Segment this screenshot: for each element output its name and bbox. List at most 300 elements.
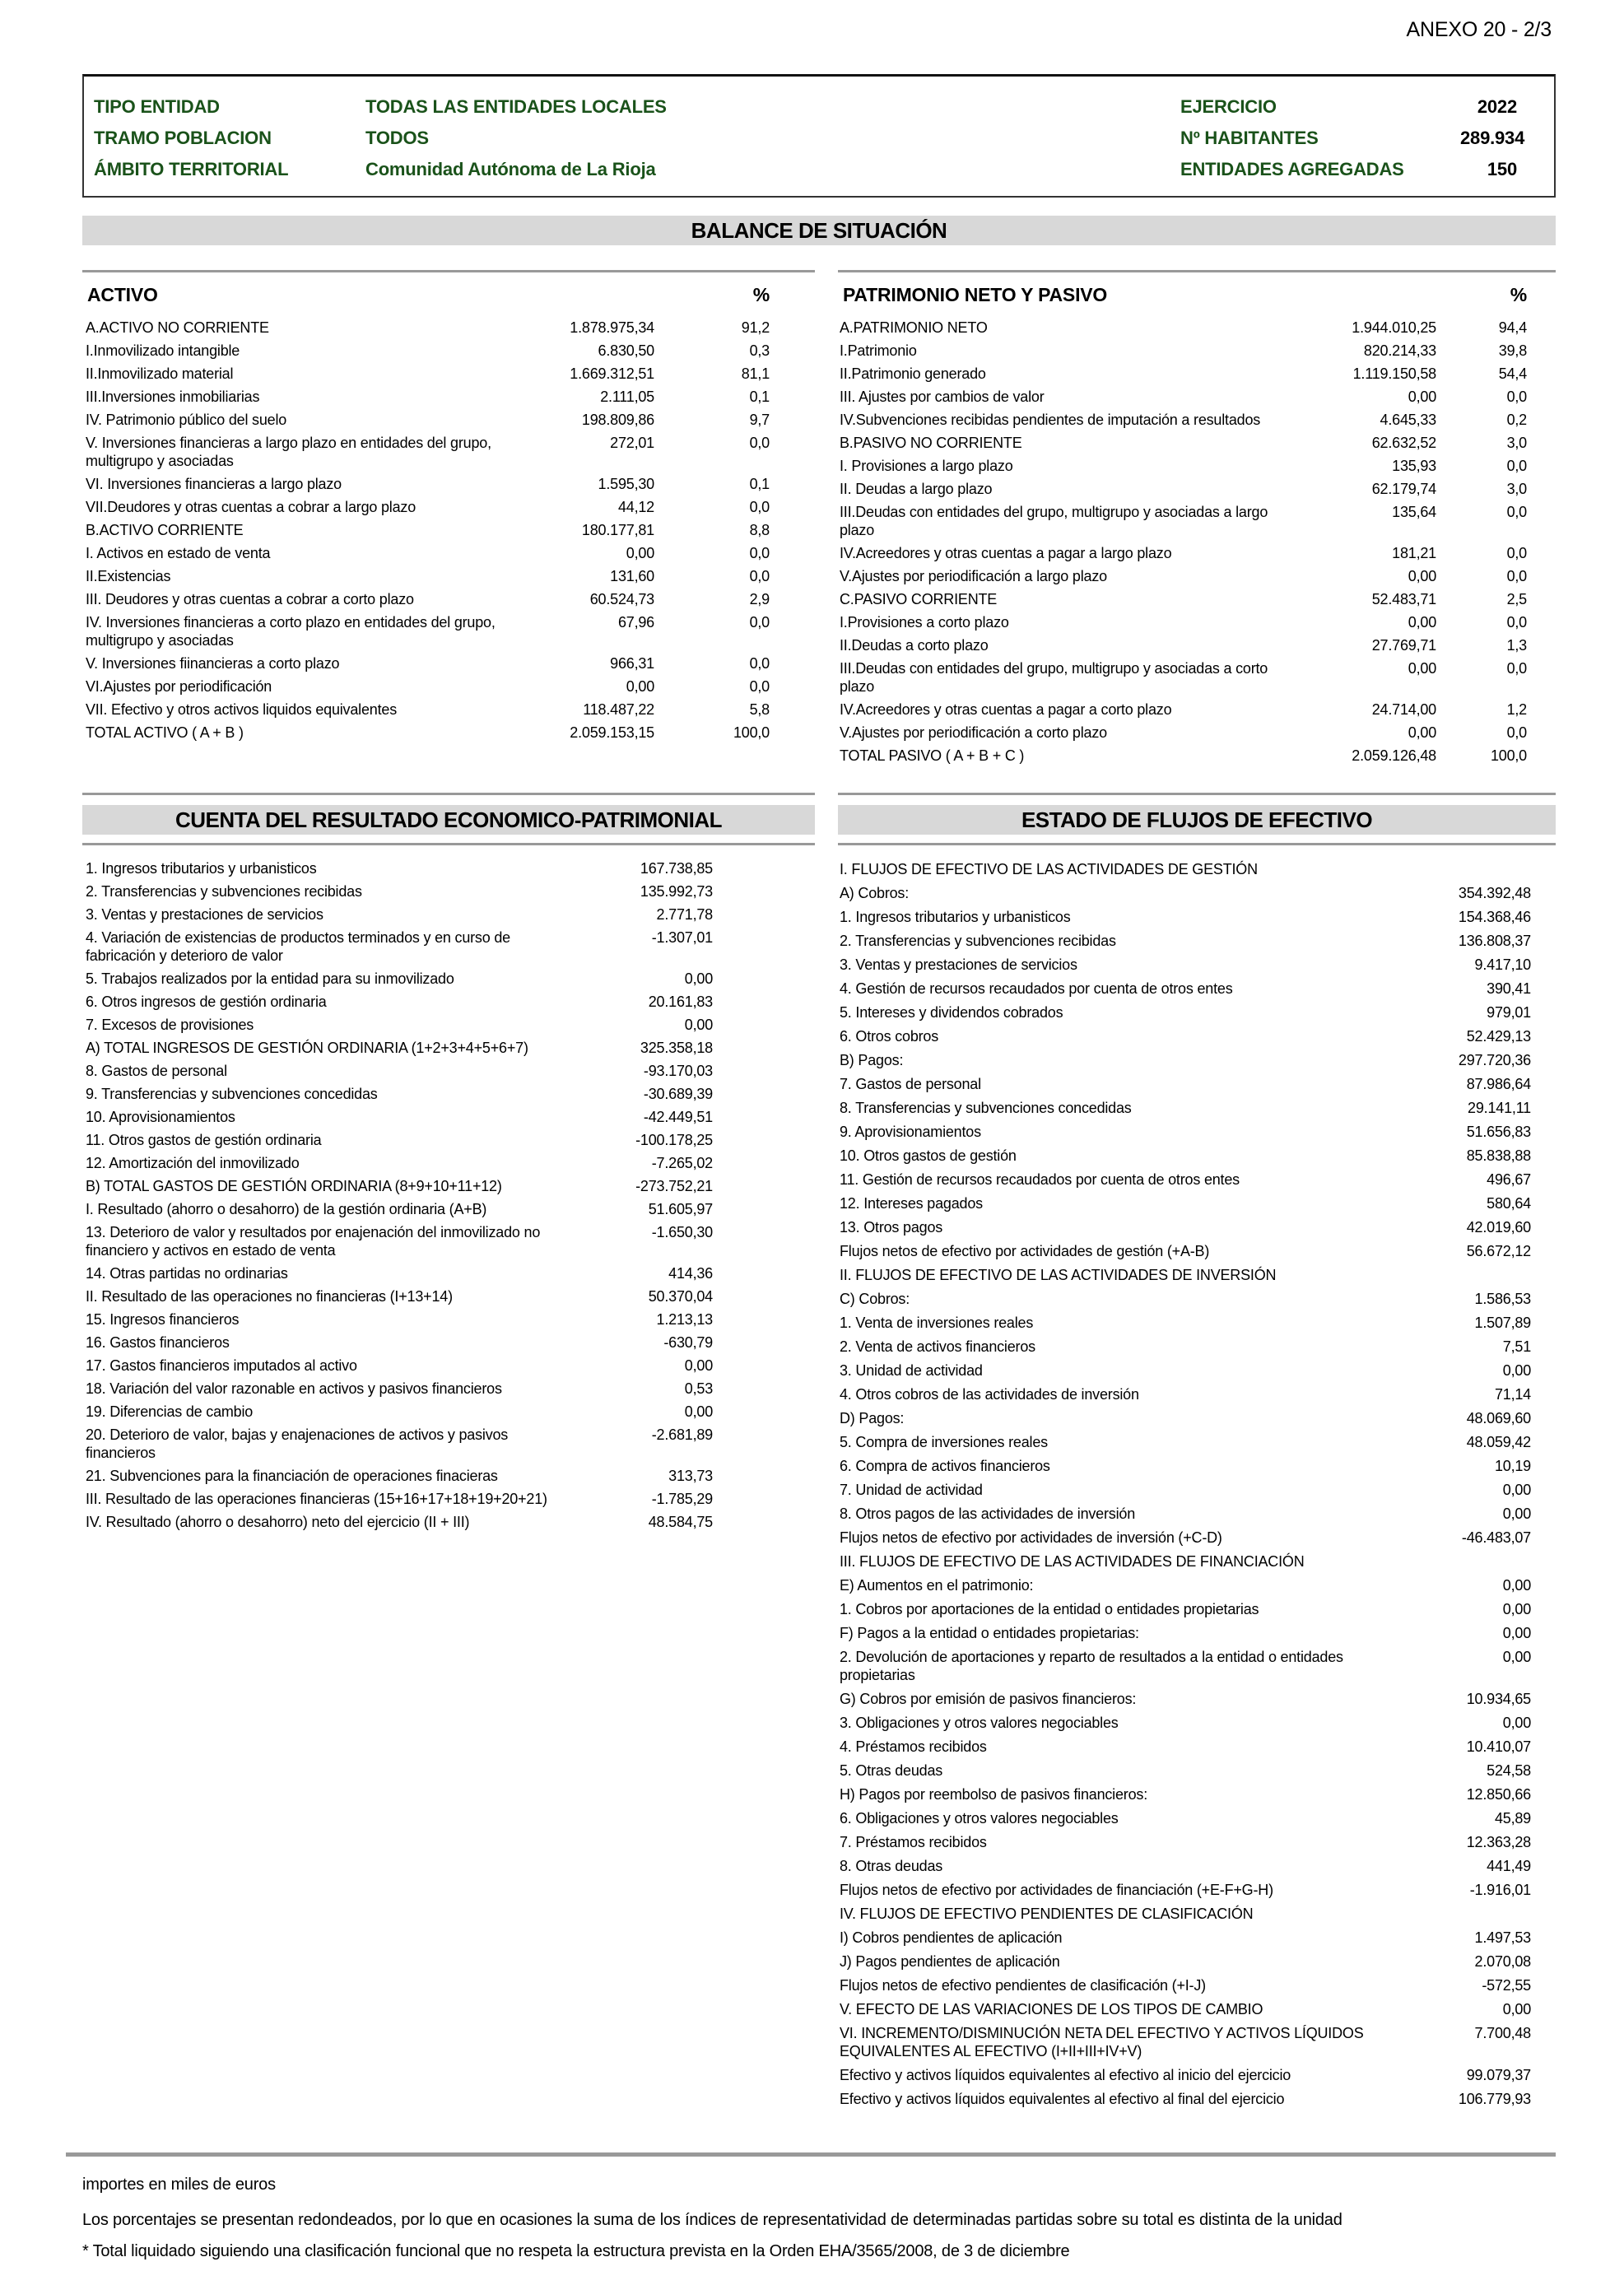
row-label: 2. Transferencias y subvenciones recibidas (86, 883, 362, 900)
row-value: 27.769,71 (1371, 637, 1436, 654)
row-value: -572,55 (1482, 1976, 1531, 1994)
table-row (82, 472, 815, 496)
row-label: 10. Otros gastos de gestión (840, 1147, 1017, 1164)
row-label: IV. Resultado (ahorro o desahorro) neto del ejercicio (II + III) (86, 1514, 470, 1530)
row-percent: 0,0 (1506, 614, 1527, 631)
row-percent: 100,0 (1490, 747, 1527, 764)
table-row (838, 2087, 1556, 2110)
pasivo-header: PATRIMONIO NETO Y PASIVO (843, 284, 1108, 305)
row-label: 2. Venta de activos financieros (840, 1338, 1035, 1355)
row-value: 50.370,04 (648, 1288, 713, 1305)
flujos-section-title: ESTADO DE FLUJOS DE EFECTIVO (838, 805, 1556, 835)
row-value: 45,89 (1494, 1809, 1531, 1827)
row-value: 99.079,37 (1466, 2066, 1531, 2083)
row-value: -630,79 (663, 1334, 713, 1351)
table-row (838, 1710, 1556, 1734)
row-value: -46.483,07 (1461, 1529, 1531, 1546)
row-value: 29.141,11 (1468, 1099, 1531, 1116)
row-label: J) Pagos pendientes de aplicación (840, 1952, 1060, 1970)
row-label: III.Inversiones inmobiliarias (86, 389, 260, 405)
row-value: 0,00 (1502, 1600, 1531, 1617)
footnote: Los porcentajes se presentan redondeados, por lo que en ocasiones la suma de los índices de representatividad de determinadas partidas sobre su total es distinta de la unidad (82, 2211, 1342, 2229)
row-label: 10. Aprovisionamientos (86, 1109, 235, 1125)
table-row (838, 1191, 1556, 1215)
row-value: 0,00 (1408, 614, 1436, 631)
row-label: I. FLUJOS DE EFECTIVO DE LAS ACTIVIDADES DE GESTIÓN (840, 860, 1258, 877)
row-label: I. Activos en estado de venta (86, 545, 271, 561)
table-row (82, 652, 815, 675)
row-value: 979,01 (1487, 1003, 1531, 1021)
table-row (838, 1573, 1556, 1597)
row-value: 325.358,18 (640, 1040, 713, 1056)
table-row (838, 1878, 1556, 1901)
row-value: 0,00 (1408, 660, 1436, 677)
table-row (838, 1597, 1556, 1621)
table-row (838, 1430, 1556, 1454)
row-label: 19. Diferencias de cambio (86, 1403, 254, 1420)
row-value: 44,12 (617, 499, 654, 515)
table-row (838, 1310, 1556, 1334)
row-value: -1.650,30 (651, 1224, 713, 1240)
row-value: 414,36 (668, 1265, 713, 1282)
row-label: B.ACTIVO CORRIENTE (86, 522, 244, 538)
table-row (838, 657, 1556, 698)
lower-columns (82, 793, 1556, 2110)
table-row (82, 519, 815, 542)
row-label: H) Pagos por reembolso de pasivos financieros: (840, 1785, 1147, 1803)
row-value: 820.214,33 (1363, 342, 1436, 359)
row-value: 1.669.312,51 (570, 365, 654, 382)
row-value: -1.307,01 (651, 929, 713, 946)
row-percent: 0,0 (1506, 568, 1527, 584)
row-value: 56.672,12 (1466, 1242, 1531, 1259)
table-row (838, 500, 1556, 542)
balance-section-title: BALANCE DE SITUACIÓN (82, 216, 1556, 245)
info-value: TODOS (365, 128, 429, 148)
row-percent: 81,1 (741, 365, 770, 382)
row-value: 48.069,60 (1466, 1409, 1531, 1426)
row-value: 135,64 (1392, 504, 1436, 520)
table-row (838, 698, 1556, 721)
row-label: 4. Otros cobros de las actividades de inversión (840, 1385, 1139, 1403)
row-label: IV. FLUJOS DE EFECTIVO PENDIENTES DE CLASIFICACIÓN (840, 1905, 1254, 1922)
table-row (838, 1734, 1556, 1758)
table-row (82, 496, 815, 519)
table-row (838, 721, 1556, 744)
row-label: 8. Otros pagos de las actividades de inversión (840, 1505, 1136, 1522)
info-label: EJERCICIO (1180, 96, 1277, 117)
row-value: 7.700,48 (1474, 2024, 1531, 2041)
row-label: VI. INCREMENTO/DISMINUCIÓN NETA DEL EFECTIVO Y ACTIVOS LÍQUIDOS EQUIVALENTES AL EFECTIVO (I+II+III+IV+V) (840, 2024, 1364, 2059)
divider (82, 793, 815, 795)
row-label: B) Pagos: (840, 1051, 904, 1068)
row-percent: 0,0 (749, 655, 770, 672)
table-row (82, 926, 815, 967)
row-value: 10.934,65 (1466, 1690, 1531, 1707)
row-label: V.Ajustes por periodificación a largo plazo (840, 568, 1107, 584)
table-row (838, 1687, 1556, 1710)
row-label: C.PASIVO CORRIENTE (840, 591, 998, 607)
row-value: 20.161,83 (648, 994, 713, 1010)
row-label: VI. Inversiones financieras a largo plazo (86, 476, 342, 492)
row-label: 6. Otros ingresos de gestión ordinaria (86, 994, 327, 1010)
row-value: 0,00 (1502, 2000, 1531, 2017)
table-row (838, 1501, 1556, 1525)
table-row (838, 1621, 1556, 1645)
table-row (838, 1287, 1556, 1310)
table-row (82, 542, 815, 565)
table-row (838, 1997, 1556, 2021)
table-row (838, 1806, 1556, 1830)
table-row (82, 385, 815, 408)
activo-header: ACTIVO (87, 284, 158, 305)
row-label: 9. Transferencias y subvenciones concedidas (86, 1086, 378, 1102)
row-label: TOTAL ACTIVO ( A + B ) (86, 724, 244, 741)
row-value: 0,00 (1502, 1648, 1531, 1665)
row-value: 52.429,13 (1466, 1027, 1531, 1045)
table-row (82, 1129, 815, 1152)
row-value: 0,00 (1408, 568, 1436, 584)
row-percent: 0,2 (1506, 412, 1527, 428)
row-value: 2.771,78 (656, 906, 713, 923)
row-value: 87.986,64 (1466, 1075, 1531, 1092)
table-row (838, 408, 1556, 431)
row-value: 2.059.126,48 (1352, 747, 1436, 764)
row-value: 10,19 (1494, 1457, 1531, 1474)
row-value: 524,58 (1487, 1761, 1531, 1779)
row-value: 6.830,50 (598, 342, 654, 359)
table-row (838, 431, 1556, 454)
table-row (838, 634, 1556, 657)
info-label: TIPO ENTIDAD (94, 96, 220, 117)
table-row (82, 339, 815, 362)
row-percent: 0,0 (749, 568, 770, 584)
table-row (82, 1377, 815, 1400)
row-value: 181,21 (1392, 545, 1436, 561)
row-label: IV. Inversiones financieras a corto plazo en entidades del grupo, multigrupo y asociadas (86, 614, 496, 649)
row-value: 2.111,05 (600, 389, 654, 405)
row-label: III. Ajustes por cambios de valor (840, 389, 1045, 405)
row-label: A.PATRIMONIO NETO (840, 319, 988, 336)
table-row (838, 1143, 1556, 1167)
row-value: 0,00 (684, 1017, 713, 1033)
table-row (838, 1096, 1556, 1119)
table-row (82, 903, 815, 926)
divider (66, 2152, 1556, 2157)
row-label: 13. Otros pagos (840, 1218, 943, 1236)
row-value: 2.059.153,15 (570, 724, 654, 741)
row-value: 1.878.975,34 (570, 319, 654, 336)
activo-column (82, 245, 815, 744)
row-percent: 9,7 (749, 412, 770, 428)
row-label: B.PASIVO NO CORRIENTE (840, 435, 1022, 451)
table-row (82, 362, 815, 385)
row-label: IV.Acreedores y otras cuentas a pagar a largo plazo (840, 545, 1172, 561)
table-row (838, 1215, 1556, 1239)
row-value: 966,31 (610, 655, 654, 672)
table-row (82, 1036, 815, 1059)
row-label: 11. Otros gastos de gestión ordinaria (86, 1132, 322, 1148)
row-label: 12. Intereses pagados (840, 1194, 983, 1212)
row-label: V. Inversiones financieras a largo plazo en entidades del grupo, multigrupo y asociadas (86, 435, 491, 469)
info-value: 150 (1487, 159, 1517, 179)
row-label: 4. Gestión de recursos recaudados por cuenta de otros entes (840, 980, 1233, 997)
cuenta-section-title: CUENTA DEL RESULTADO ECONOMICO-PATRIMONIAL (82, 805, 815, 835)
entity-info-box (82, 74, 1556, 198)
row-label: IV. Patrimonio público del suelo (86, 412, 287, 428)
table-row (82, 1105, 815, 1129)
table-row (82, 880, 815, 903)
row-label: 5. Compra de inversiones reales (840, 1433, 1048, 1450)
table-row (82, 1013, 815, 1036)
table-row (82, 721, 815, 744)
row-percent: 94,4 (1498, 319, 1527, 336)
row-value: -42.449,51 (643, 1109, 713, 1125)
row-value: 313,73 (668, 1468, 713, 1484)
activo-table (82, 316, 815, 744)
row-label: 1. Ingresos tributarios y urbanisticos (86, 860, 317, 877)
row-label: 3. Obligaciones y otros valores negociables (840, 1714, 1119, 1731)
table-row (838, 542, 1556, 565)
row-label: E) Aumentos en el patrimonio: (840, 1576, 1034, 1594)
row-label: 13. Deterioro de valor y resultados por enajenación del inmovilizado no financiero y activos en estado de venta (86, 1224, 541, 1259)
row-percent: 0,0 (749, 614, 770, 631)
info-value: TODAS LAS ENTIDADES LOCALES (365, 96, 667, 117)
table-row (82, 408, 815, 431)
row-value: 51.656,83 (1466, 1123, 1531, 1140)
row-label: D) Pagos: (840, 1409, 905, 1426)
info-value: 2022 (1477, 96, 1517, 117)
table-row (838, 1478, 1556, 1501)
row-value: 24.714,00 (1371, 701, 1436, 718)
row-label: A.ACTIVO NO CORRIENTE (86, 319, 269, 336)
row-value: 0,00 (1502, 1624, 1531, 1641)
row-label: VII.Deudores y otras cuentas a cobrar a largo plazo (86, 499, 416, 515)
percent-header: % (752, 284, 770, 305)
row-label: I. Resultado (ahorro o desahorro) de la gestión ordinaria (A+B) (86, 1201, 487, 1217)
row-value: 62.179,74 (1371, 481, 1436, 497)
row-value: 154.368,46 (1458, 908, 1531, 925)
row-percent: 54,4 (1498, 365, 1527, 382)
row-label: F) Pagos a la entidad o entidades propietarias: (840, 1624, 1139, 1641)
row-label: IV.Acreedores y otras cuentas a pagar a corto plazo (840, 701, 1172, 718)
row-value: 297.720,36 (1458, 1051, 1531, 1068)
table-row (82, 565, 815, 588)
row-value: -30.689,39 (643, 1086, 713, 1102)
row-value: 0,00 (626, 545, 654, 561)
row-percent: 0,0 (749, 545, 770, 561)
row-label: II.Patrimonio generado (840, 365, 986, 382)
row-value: -93.170,03 (643, 1063, 713, 1079)
row-percent: 0,0 (1506, 504, 1527, 520)
row-label: 16. Gastos financieros (86, 1334, 230, 1351)
row-percent: 0,0 (749, 678, 770, 695)
table-row (838, 1525, 1556, 1549)
percent-header: % (1510, 284, 1527, 305)
row-value: 580,64 (1487, 1194, 1531, 1212)
row-percent: 91,2 (741, 319, 770, 336)
divider (838, 843, 1556, 845)
row-value: 48.584,75 (648, 1514, 713, 1530)
table-row (82, 967, 815, 990)
row-value: -2.681,89 (651, 1426, 713, 1443)
row-label: 20. Deterioro de valor, bajas y enajenaciones de activos y pasivos financieros (86, 1426, 509, 1461)
table-row (838, 339, 1556, 362)
row-value: 0,00 (1502, 1505, 1531, 1522)
table-row (82, 1285, 815, 1308)
row-label: 4. Variación de existencias de productos terminados y en curso de fabricación y deterioro de valor (86, 929, 510, 964)
table-row (838, 316, 1556, 339)
table-row (838, 1024, 1556, 1048)
table-row (82, 1487, 815, 1510)
row-label: III. Deudores y otras cuentas a cobrar a corto plazo (86, 591, 414, 607)
row-value: 10.410,07 (1466, 1738, 1531, 1755)
row-label: 7. Unidad de actividad (840, 1481, 983, 1498)
entity-info-row (94, 123, 1525, 154)
table-row (82, 1354, 815, 1377)
row-label: III. FLUJOS DE EFECTIVO DE LAS ACTIVIDADES DE FINANCIACIÓN (840, 1552, 1305, 1570)
row-percent: 5,8 (749, 701, 770, 718)
row-label: 11. Gestión de recursos recaudados por cuenta de otros entes (840, 1170, 1240, 1188)
footnote: * Total liquidado siguiendo una clasificación funcional que no respeta la estructura prevista en la Orden EHA/3565/2008, de 3 de diciembre (82, 2242, 1070, 2260)
row-percent: 1,2 (1506, 701, 1527, 718)
row-label: Efectivo y activos líquidos equivalentes al efectivo al final del ejercicio (840, 2090, 1285, 2107)
row-value: 0,00 (684, 1403, 713, 1420)
row-label: TOTAL PASIVO ( A + B + C ) (840, 747, 1025, 764)
row-value: 135,93 (1392, 458, 1436, 474)
row-label: II.Inmovilizado material (86, 365, 234, 382)
row-percent: 3,0 (1506, 435, 1527, 451)
flujos-column (838, 793, 1556, 2110)
row-label: 2. Devolución de aportaciones y reparto de resultados a la entidad o entidades propietarias (840, 1648, 1343, 1683)
table-row (838, 744, 1556, 767)
entity-info-row (94, 91, 1517, 123)
row-value: 0,00 (626, 678, 654, 695)
row-value: 118.487,22 (583, 701, 654, 718)
row-percent: 8,8 (749, 522, 770, 538)
table-row (838, 1973, 1556, 1997)
row-value: 1.507,89 (1474, 1314, 1531, 1331)
row-value: 48.059,42 (1466, 1433, 1531, 1450)
info-value: 289.934 (1460, 128, 1525, 148)
row-percent: 1,3 (1506, 637, 1527, 654)
table-row (838, 1263, 1556, 1287)
table-row (82, 1464, 815, 1487)
row-value: 1.944.010,25 (1352, 319, 1436, 336)
row-percent: 0,0 (1506, 389, 1527, 405)
row-label: C) Cobros: (840, 1290, 910, 1307)
divider (82, 270, 815, 272)
row-value: 42.019,60 (1466, 1218, 1531, 1236)
row-label: 12. Amortización del inmovilizado (86, 1155, 300, 1171)
info-value: Comunidad Autónoma de La Rioja (365, 159, 656, 179)
row-label: VII. Efectivo y otros activos liquidos equivalentes (86, 701, 397, 718)
table-row (838, 565, 1556, 588)
table-row (838, 1000, 1556, 1024)
table-row (838, 905, 1556, 928)
row-percent: 2,9 (749, 591, 770, 607)
row-value: 136.808,37 (1458, 932, 1531, 949)
row-label: I) Cobros pendientes de aplicación (840, 1929, 1063, 1946)
row-label: I.Patrimonio (840, 342, 917, 359)
table-row (838, 1382, 1556, 1406)
table-row (838, 1549, 1556, 1573)
row-label: Flujos netos de efectivo por actividades de inversión (+C-D) (840, 1529, 1222, 1546)
row-label: 2. Transferencias y subvenciones recibidas (840, 932, 1116, 949)
row-value: 12.363,28 (1466, 1833, 1531, 1850)
row-label: III.Deudas con entidades del grupo, multigrupo y asociadas a largo plazo (840, 504, 1268, 538)
row-value: 0,00 (1408, 389, 1436, 405)
row-label: 6. Compra de activos financieros (840, 1457, 1050, 1474)
row-value: 2.070,08 (1474, 1952, 1531, 1970)
cuenta-table (82, 857, 815, 1533)
row-value: 198.809,86 (581, 412, 654, 428)
row-value: 7,51 (1502, 1338, 1531, 1355)
divider (82, 843, 815, 845)
table-row (838, 1830, 1556, 1854)
table-row (838, 1072, 1556, 1096)
table-row (82, 675, 815, 698)
row-value: 62.632,52 (1371, 435, 1436, 451)
table-row (838, 2021, 1556, 2063)
row-label: 8. Transferencias y subvenciones concedidas (840, 1099, 1132, 1116)
table-row (838, 1048, 1556, 1072)
table-row (82, 1082, 815, 1105)
row-label: 7. Préstamos recibidos (840, 1833, 987, 1850)
row-label: IV.Subvenciones recibidas pendientes de imputación a resultados (840, 412, 1261, 428)
annex-reference: ANEXO 20 - 2/3 (1406, 18, 1552, 41)
row-value: 85.838,88 (1466, 1147, 1531, 1164)
table-row (838, 1949, 1556, 1973)
row-label: 14. Otras partidas no ordinarias (86, 1265, 288, 1282)
row-value: 354.392,48 (1458, 884, 1531, 901)
row-percent: 2,5 (1506, 591, 1527, 607)
row-value: 1.586,53 (1474, 1290, 1531, 1307)
row-value: 496,67 (1487, 1170, 1531, 1188)
row-percent: 0,0 (749, 435, 770, 451)
row-label: 6. Otros cobros (840, 1027, 939, 1045)
row-label: 6. Obligaciones y otros valores negociables (840, 1809, 1119, 1827)
row-label: Flujos netos de efectivo pendientes de clasificación (+I-J) (840, 1976, 1206, 1994)
row-value: 0,00 (684, 1357, 713, 1374)
info-label: ENTIDADES AGREGADAS (1180, 159, 1404, 179)
row-label: 7. Gastos de personal (840, 1075, 981, 1092)
row-label: II. Resultado de las operaciones no financieras (I+13+14) (86, 1288, 453, 1305)
table-row (838, 1454, 1556, 1478)
table-row (838, 2063, 1556, 2087)
row-value: 51.605,97 (648, 1201, 713, 1217)
table-row (838, 1334, 1556, 1358)
row-value: 0,00 (1502, 1714, 1531, 1731)
row-label: Flujos netos de efectivo por actividades de financiación (+E-F+G-H) (840, 1881, 1273, 1898)
row-percent: 3,0 (1506, 481, 1527, 497)
table-row (82, 1510, 815, 1533)
table-row (838, 1925, 1556, 1949)
row-value: 9.417,10 (1474, 956, 1531, 973)
pasivo-table (838, 316, 1556, 767)
row-value: -1.785,29 (651, 1491, 713, 1507)
row-label: 5. Intereses y dividendos cobrados (840, 1003, 1063, 1021)
row-value: 1.497,53 (1474, 1929, 1531, 1946)
row-label: 17. Gastos financieros imputados al activo (86, 1357, 357, 1374)
row-label: 1. Ingresos tributarios y urbanisticos (840, 908, 1071, 925)
info-label: Nº HABITANTES (1180, 128, 1319, 148)
row-label: II. Deudas a largo plazo (840, 481, 993, 497)
row-percent: 0,0 (1506, 458, 1527, 474)
table-row (838, 1901, 1556, 1925)
row-label: 5. Otras deudas (840, 1761, 943, 1779)
row-label: II. FLUJOS DE EFECTIVO DE LAS ACTIVIDADES DE INVERSIÓN (840, 1266, 1277, 1283)
